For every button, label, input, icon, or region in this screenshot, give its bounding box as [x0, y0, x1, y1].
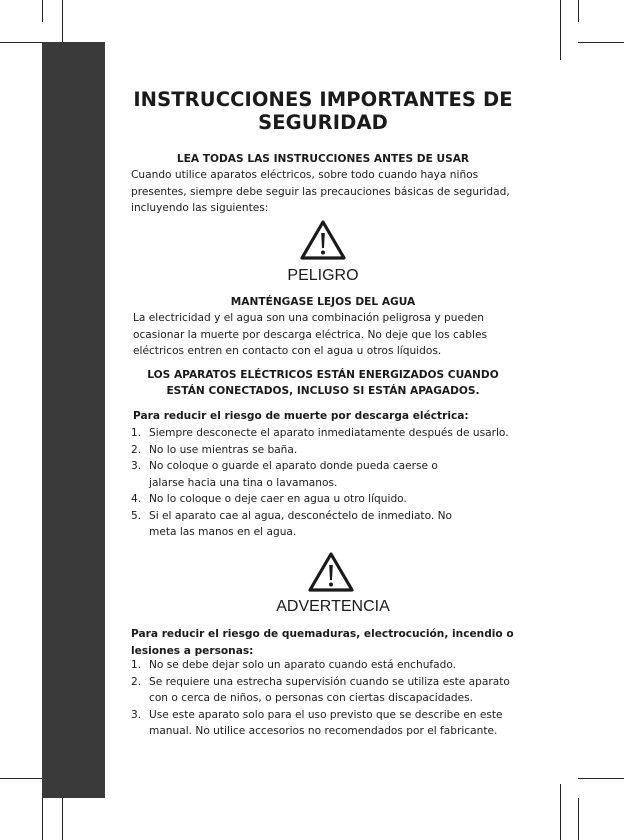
danger-label: PELIGRO [287, 267, 359, 284]
crop-mark [0, 778, 48, 779]
list-item: 2. Se requiere una estrecha supervisión cuando se utiliza este aparato con o cerca de niños, o personas con ciertas discapacidades. [131, 675, 510, 704]
warning-label: ADVERTENCIA [276, 598, 390, 615]
shock-reduce-heading: Para reducir el riesgo de muerte por descarga eléctrica: [133, 410, 469, 422]
crop-mark [42, 798, 43, 840]
page-title: INSTRUCCIONES IMPORTANTES DE SEGURIDAD [133, 88, 513, 134]
crop-mark [578, 0, 579, 22]
crop-mark [578, 778, 624, 779]
list-item: 4. No lo coloque o deje caer en agua u otro líquido. [131, 493, 407, 505]
read-all-heading: LEA TODAS LAS INSTRUCCIONES ANTES DE USAR [176, 153, 470, 165]
page-sidebar-bar [42, 42, 105, 798]
list-item: 3. No coloque o guarde el aparato donde pueda caerse o jalarse hacia una tina o lavamanos. [131, 460, 438, 489]
list-item: 3. Use este aparato solo para el uso previsto que se describe en este manual. No utilice accesorios no recomendados por el fabricante. [131, 708, 503, 737]
list-item: 1. Siempre desconecte el aparato inmediatamente después de usarlo. [131, 427, 509, 439]
crop-mark [0, 42, 48, 43]
burn-list [131, 657, 515, 740]
crop-mark [42, 0, 43, 22]
crop-mark [560, 784, 561, 840]
burn-reduce-heading: Para reducir el riesgo de quemaduras, electrocución, incendio o lesiones a personas: [131, 628, 514, 657]
water-text: La electricidad y el agua son una combinación peligrosa y pueden ocasionar la muerte por descarga eléctrica. No deje que los cables eléctricos entren en contacto con el agua u otros líquidos. [133, 312, 487, 357]
list-item: 1. No se debe dejar solo un aparato cuando está enchufado. [131, 659, 457, 671]
warning-triangle-icon [299, 219, 347, 261]
crop-mark [578, 42, 624, 43]
list-item: 5. Si el aparato cae al agua, desconéctelo de inmediato. No meta las manos en el agua. [131, 509, 453, 538]
read-all-text: Cuando utilice aparatos eléctricos, sobre todo cuando haya niños presentes, siempre debe seguir las precauciones básicas de seguridad, incluyendo las siguientes: [131, 169, 510, 214]
energized-heading: LOS APARATOS ELÉCTRICOS ESTÁN ENERGIZADOS CUANDO ESTÁN CONECTADOS, INCLUSO SI ESTÁN APAGADOS. [147, 369, 499, 397]
crop-mark [578, 798, 579, 840]
list-item: 2. No lo use mientras se baña. [131, 443, 298, 456]
crop-mark [560, 0, 561, 60]
warning-triangle-icon [307, 551, 355, 593]
water-heading: MANTÉNGASE LEJOS DEL AGUA [230, 296, 416, 308]
shock-list [131, 425, 515, 541]
